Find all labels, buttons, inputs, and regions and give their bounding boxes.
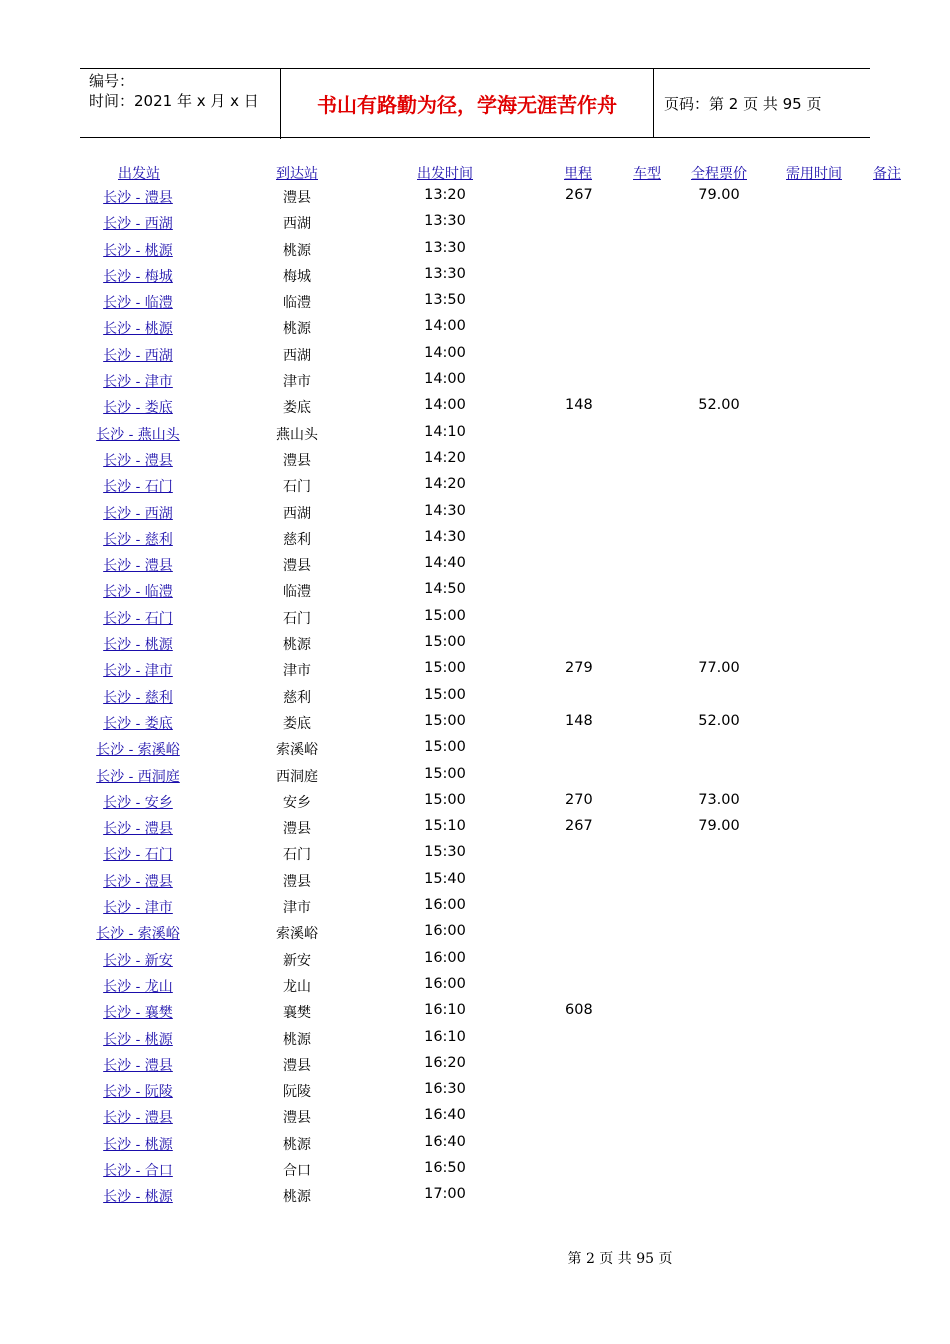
fare-cell: 73.00 [698, 791, 740, 808]
destination-cell: 桃源 [283, 637, 311, 654]
fare-cell: 52.00 [698, 397, 740, 414]
depart-time-cell: 14:00 [424, 397, 466, 414]
header-page-info: 页码：第 2 页 共 95 页 [664, 94, 822, 113]
table-row [0, 289, 950, 315]
table-row [0, 815, 950, 841]
destination-cell: 桃源 [283, 1136, 311, 1153]
route-link[interactable]: 长沙 - 西湖 [103, 216, 173, 233]
table-row [0, 1157, 950, 1183]
destination-cell: 慈利 [283, 689, 311, 706]
table-row [0, 1131, 950, 1157]
route-link[interactable]: 长沙 - 澧县 [103, 873, 173, 890]
destination-cell: 澧县 [283, 452, 311, 469]
table-row [0, 1104, 950, 1130]
depart-time-cell: 16:40 [424, 1107, 466, 1124]
route-link[interactable]: 长沙 - 西洞庭 [96, 768, 180, 785]
route-link[interactable]: 长沙 - 澧县 [103, 821, 173, 838]
depart-time-cell: 14:00 [424, 318, 466, 335]
route-link[interactable]: 长沙 - 梅城 [103, 268, 173, 285]
table-row [0, 894, 950, 920]
route-link[interactable]: 长沙 - 燕山头 [96, 426, 180, 443]
route-link[interactable]: 长沙 - 安乡 [103, 794, 173, 811]
depart-time-cell: 16:00 [424, 975, 466, 992]
route-link[interactable]: 长沙 - 西湖 [103, 347, 173, 364]
distance-cell: 279 [565, 660, 593, 677]
destination-cell: 石门 [283, 847, 311, 864]
depart-time-cell: 14:00 [424, 371, 466, 388]
distance-cell: 608 [565, 1002, 593, 1019]
fare-cell: 77.00 [698, 660, 740, 677]
destination-cell: 澧县 [283, 873, 311, 890]
destination-cell: 津市 [283, 663, 311, 680]
distance-cell: 148 [565, 397, 593, 414]
fare-cell: 52.00 [698, 712, 740, 729]
route-link[interactable]: 长沙 - 津市 [103, 374, 173, 391]
header-meta [80, 69, 281, 139]
route-link[interactable]: 长沙 - 新安 [103, 952, 173, 969]
destination-cell: 桃源 [283, 1031, 311, 1048]
destination-cell: 梅城 [283, 268, 311, 285]
destination-cell: 慈利 [283, 531, 311, 548]
depart-time-cell: 16:00 [424, 949, 466, 966]
depart-time-cell: 15:30 [424, 844, 466, 861]
depart-time-cell: 13:30 [424, 213, 466, 230]
table-row [0, 1026, 950, 1052]
destination-cell: 襄樊 [283, 1005, 311, 1022]
route-link[interactable]: 长沙 - 桃源 [103, 321, 173, 338]
route-link[interactable]: 长沙 - 石门 [103, 479, 173, 496]
depart-time-cell: 15:00 [424, 634, 466, 651]
route-link[interactable]: 长沙 - 索溪峪 [96, 926, 180, 943]
depart-time-cell: 14:30 [424, 502, 466, 519]
route-link[interactable]: 长沙 - 桃源 [103, 1031, 173, 1048]
table-row [0, 263, 950, 289]
route-link[interactable]: 长沙 - 娄底 [103, 715, 173, 732]
table-row [0, 947, 950, 973]
schedule-table [0, 184, 950, 1210]
route-link[interactable]: 长沙 - 桃源 [103, 1136, 173, 1153]
route-link[interactable]: 长沙 - 澧县 [103, 558, 173, 575]
destination-cell: 津市 [283, 900, 311, 917]
table-row [0, 315, 950, 341]
destination-cell: 安乡 [283, 794, 311, 811]
table-row [0, 447, 950, 473]
table-row [0, 657, 950, 683]
col-header-distance[interactable]: 里程 [564, 166, 592, 182]
depart-time-cell: 14:40 [424, 555, 466, 572]
table-row [0, 1052, 950, 1078]
col-header-to[interactable]: 到达站 [276, 166, 318, 182]
destination-cell: 桃源 [283, 321, 311, 338]
table-row [0, 368, 950, 394]
table-row [0, 237, 950, 263]
distance-cell: 270 [565, 791, 593, 808]
destination-cell: 石门 [283, 610, 311, 627]
depart-time-cell: 16:30 [424, 1081, 466, 1098]
col-header-notes[interactable]: 备注 [873, 166, 901, 182]
depart-time-cell: 13:30 [424, 239, 466, 256]
destination-cell: 阮陵 [283, 1084, 311, 1101]
table-row [0, 552, 950, 578]
table-row [0, 394, 950, 420]
destination-cell: 合口 [283, 1162, 311, 1179]
destination-cell: 澧县 [283, 1057, 311, 1074]
destination-cell: 西洞庭 [276, 768, 318, 785]
depart-time-cell: 16:10 [424, 1028, 466, 1045]
route-link[interactable]: 长沙 - 娄底 [103, 400, 173, 417]
destination-cell: 西湖 [283, 347, 311, 364]
route-link[interactable]: 长沙 - 澧县 [103, 452, 173, 469]
route-link[interactable]: 长沙 - 阮陵 [103, 1084, 173, 1101]
destination-cell: 澧县 [283, 558, 311, 575]
destination-cell: 澧县 [283, 190, 311, 206]
date-label: 时间：2021 年 x 月 x 日 [89, 92, 259, 110]
route-link[interactable]: 长沙 - 石门 [103, 847, 173, 864]
route-link[interactable]: 长沙 - 桃源 [103, 242, 173, 259]
table-row [0, 973, 950, 999]
route-link[interactable]: 长沙 - 临澧 [103, 584, 173, 601]
destination-cell: 新安 [283, 952, 311, 969]
table-row [0, 342, 950, 368]
table-row [0, 578, 950, 604]
table-row [0, 789, 950, 815]
depart-time-cell: 15:00 [424, 712, 466, 729]
fare-cell: 79.00 [698, 818, 740, 835]
route-link[interactable]: 长沙 - 桃源 [103, 1189, 173, 1206]
depart-time-cell: 16:40 [424, 1133, 466, 1150]
table-row [0, 1078, 950, 1104]
route-link[interactable]: 长沙 - 津市 [103, 663, 173, 680]
table-row [0, 1183, 950, 1209]
table-row [0, 736, 950, 762]
table-row [0, 710, 950, 736]
route-link[interactable]: 长沙 - 桃源 [103, 637, 173, 654]
table-row [0, 868, 950, 894]
route-link[interactable]: 长沙 - 西湖 [103, 505, 173, 522]
table-row [0, 841, 950, 867]
depart-time-cell: 13:50 [424, 292, 466, 309]
number-label: 编号： [89, 72, 135, 90]
destination-cell: 西湖 [283, 216, 311, 233]
route-link[interactable]: 长沙 - 索溪峪 [96, 742, 180, 759]
route-link[interactable]: 长沙 - 津市 [103, 900, 173, 917]
destination-cell: 燕山头 [276, 426, 318, 443]
depart-time-cell: 17:00 [424, 1186, 466, 1203]
destination-cell: 桃源 [283, 1189, 311, 1206]
depart-time-cell: 13:20 [424, 187, 466, 203]
table-row [0, 500, 950, 526]
depart-time-cell: 14:50 [424, 581, 466, 598]
depart-time-cell: 15:00 [424, 791, 466, 808]
destination-cell: 津市 [283, 374, 311, 391]
route-link[interactable]: 长沙 - 慈利 [103, 689, 173, 706]
destination-cell: 索溪峪 [276, 742, 318, 759]
destination-cell: 临澧 [283, 584, 311, 601]
destination-cell: 娄底 [283, 715, 311, 732]
table-row [0, 184, 950, 210]
destination-cell: 石门 [283, 479, 311, 496]
depart-time-cell: 15:00 [424, 686, 466, 703]
route-link[interactable]: 长沙 - 澧县 [103, 190, 173, 206]
page-footer: 第 2 页 共 95 页 [567, 1251, 673, 1267]
route-link[interactable]: 长沙 - 合口 [103, 1162, 173, 1179]
col-header-fare[interactable]: 全程票价 [691, 166, 747, 182]
col-header-vehicle[interactable]: 车型 [633, 166, 661, 182]
route-link[interactable]: 长沙 - 澧县 [103, 1057, 173, 1074]
route-link[interactable]: 长沙 - 龙山 [103, 978, 173, 995]
distance-cell: 148 [565, 712, 593, 729]
destination-cell: 桃源 [283, 242, 311, 259]
table-row [0, 684, 950, 710]
route-link[interactable]: 长沙 - 慈利 [103, 531, 173, 548]
destination-cell: 临澧 [283, 295, 311, 312]
destination-cell: 澧县 [283, 821, 311, 838]
depart-time-cell: 16:10 [424, 1002, 466, 1019]
depart-time-cell: 16:20 [424, 1054, 466, 1071]
depart-time-cell: 14:00 [424, 344, 466, 361]
depart-time-cell: 15:00 [424, 739, 466, 756]
col-header-duration[interactable]: 需用时间 [786, 166, 842, 182]
table-row [0, 920, 950, 946]
depart-time-cell: 15:40 [424, 870, 466, 887]
table-row [0, 631, 950, 657]
page-header [80, 68, 870, 138]
table-row [0, 473, 950, 499]
route-link[interactable]: 长沙 - 临澧 [103, 295, 173, 312]
destination-cell: 索溪峪 [276, 926, 318, 943]
destination-cell: 龙山 [283, 978, 311, 995]
destination-cell: 娄底 [283, 400, 311, 417]
route-link[interactable]: 长沙 - 澧县 [103, 1110, 173, 1127]
table-row [0, 763, 950, 789]
table-row [0, 526, 950, 552]
depart-time-cell: 16:50 [424, 1159, 466, 1176]
destination-cell: 澧县 [283, 1110, 311, 1127]
col-header-from[interactable]: 出发站 [118, 166, 160, 182]
depart-time-cell: 14:30 [424, 528, 466, 545]
depart-time-cell: 15:00 [424, 765, 466, 782]
table-row [0, 605, 950, 631]
table-row [0, 210, 950, 236]
depart-time-cell: 14:10 [424, 423, 466, 440]
route-link[interactable]: 长沙 - 石门 [103, 610, 173, 627]
depart-time-cell: 15:10 [424, 818, 466, 835]
depart-time-cell: 15:00 [424, 607, 466, 624]
distance-cell: 267 [565, 818, 593, 835]
depart-time-cell: 16:00 [424, 923, 466, 940]
depart-time-cell: 13:30 [424, 265, 466, 282]
route-link[interactable]: 长沙 - 襄樊 [103, 1005, 173, 1022]
destination-cell: 西湖 [283, 505, 311, 522]
table-row [0, 999, 950, 1025]
distance-cell: 267 [565, 187, 593, 203]
depart-time-cell: 16:00 [424, 897, 466, 914]
depart-time-cell: 14:20 [424, 449, 466, 466]
depart-time-cell: 15:00 [424, 660, 466, 677]
table-row [0, 421, 950, 447]
header-motto: 书山有路勤为径，学海无涯苦作舟 [281, 69, 654, 137]
col-header-depart-time[interactable]: 出发时间 [417, 166, 473, 182]
depart-time-cell: 14:20 [424, 476, 466, 493]
fare-cell: 79.00 [698, 187, 740, 203]
